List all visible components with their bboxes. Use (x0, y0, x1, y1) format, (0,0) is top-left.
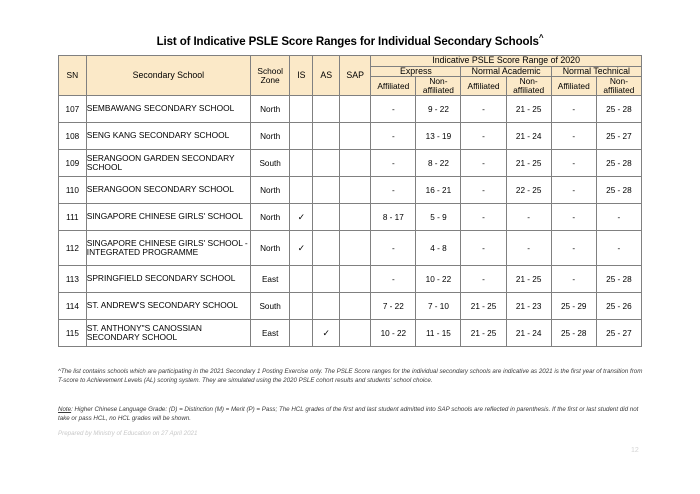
row-sap-mark (340, 177, 371, 204)
psle-score-table (58, 55, 642, 347)
row-sn: 112 (59, 231, 87, 266)
table-row (59, 320, 642, 347)
row-normal-technical-non-affiliated: 25 - 26 (596, 293, 641, 320)
row-sap-mark (340, 123, 371, 150)
row-school-zone: East (251, 266, 290, 293)
prepared-by-line: Prepared by Ministry of Education on 27 April 2021 (58, 430, 198, 437)
row-sn: 108 (59, 123, 87, 150)
row-school-zone: North (251, 204, 290, 231)
table-row (59, 96, 642, 123)
row-express-non-affiliated: 16 - 21 (416, 177, 461, 204)
footnote-note (58, 405, 644, 424)
row-normal-technical-affiliated: - (551, 266, 596, 293)
row-school-name: SINGAPORE CHINESE GIRLS' SCHOOL (86, 204, 250, 231)
row-sn: 111 (59, 204, 87, 231)
header-as: AS (313, 56, 340, 96)
row-normal-academic-non-affiliated: 22 - 25 (506, 177, 551, 204)
header-school-zone: School Zone (251, 56, 290, 96)
row-express-affiliated: 7 - 22 (371, 293, 416, 320)
row-normal-technical-non-affiliated: - (596, 204, 641, 231)
row-normal-academic-affiliated: 21 - 25 (461, 293, 506, 320)
row-is-mark (290, 293, 313, 320)
row-school-name: SENG KANG SECONDARY SCHOOL (86, 123, 250, 150)
row-express-non-affiliated: 5 - 9 (416, 204, 461, 231)
header-row-1 (59, 56, 642, 67)
row-school-zone: North (251, 231, 290, 266)
row-school-name: SERANGOON SECONDARY SCHOOL (86, 177, 250, 204)
row-normal-academic-affiliated: - (461, 231, 506, 266)
table-body (59, 96, 642, 347)
header-is: IS (290, 56, 313, 96)
row-express-affiliated: - (371, 123, 416, 150)
row-express-affiliated: - (371, 231, 416, 266)
row-normal-academic-affiliated: - (461, 204, 506, 231)
row-normal-technical-affiliated: - (551, 204, 596, 231)
row-normal-technical-affiliated: - (551, 177, 596, 204)
header-express-non-affiliated: Non-affiliated (416, 77, 461, 96)
row-sap-mark (340, 231, 371, 266)
row-normal-technical-affiliated: - (551, 123, 596, 150)
row-as-mark (313, 231, 340, 266)
row-school-name: SINGAPORE CHINESE GIRLS' SCHOOL - INTEGRATED PROGRAMME (86, 231, 250, 266)
row-normal-technical-non-affiliated: 25 - 28 (596, 266, 641, 293)
row-as-mark (313, 293, 340, 320)
row-normal-academic-affiliated: - (461, 150, 506, 177)
row-normal-academic-affiliated: - (461, 96, 506, 123)
footnote-note-text: : Higher Chinese Language Grade: (D) = Distinction (M) = Merit (P) = Pass; The HCL grades of the first and last student admitted into SAP schools are reflected in parenthesis. If the first or last student did not take or pass HCL, no HCL grades will be shown. (58, 406, 639, 423)
row-is-mark (290, 320, 313, 347)
row-school-name: SEMBAWANG SECONDARY SCHOOL (86, 96, 250, 123)
row-express-affiliated: 10 - 22 (371, 320, 416, 347)
row-normal-technical-non-affiliated: 25 - 28 (596, 177, 641, 204)
row-sn: 109 (59, 150, 87, 177)
row-sn: 107 (59, 96, 87, 123)
row-sap-mark (340, 204, 371, 231)
row-school-zone: South (251, 150, 290, 177)
row-express-non-affiliated: 11 - 15 (416, 320, 461, 347)
row-is-mark (290, 177, 313, 204)
row-express-non-affiliated: 9 - 22 (416, 96, 461, 123)
row-sap-mark (340, 320, 371, 347)
header-normal-academic: Normal Academic (461, 66, 551, 77)
row-normal-technical-non-affiliated: 25 - 27 (596, 320, 641, 347)
table-row (59, 204, 642, 231)
row-sap-mark (340, 96, 371, 123)
row-normal-technical-non-affiliated: 25 - 28 (596, 150, 641, 177)
table-header (59, 56, 642, 96)
row-express-affiliated: - (371, 266, 416, 293)
row-school-zone: North (251, 96, 290, 123)
row-express-affiliated: - (371, 177, 416, 204)
row-sap-mark (340, 293, 371, 320)
row-as-mark: ✓ (313, 320, 340, 347)
row-express-affiliated: - (371, 150, 416, 177)
row-school-name: ST. ANTHONY"S CANOSSIAN SECONDARY SCHOOL (86, 320, 250, 347)
row-express-non-affiliated: 8 - 22 (416, 150, 461, 177)
row-school-zone: East (251, 320, 290, 347)
row-express-non-affiliated: 7 - 10 (416, 293, 461, 320)
header-secondary-school: Secondary School (86, 56, 250, 96)
row-normal-technical-affiliated: - (551, 96, 596, 123)
row-normal-academic-non-affiliated: 21 - 25 (506, 266, 551, 293)
row-normal-academic-non-affiliated: - (506, 231, 551, 266)
header-sn: SN (59, 56, 87, 96)
row-is-mark (290, 150, 313, 177)
row-sn: 115 (59, 320, 87, 347)
table-row (59, 266, 642, 293)
row-normal-technical-non-affiliated: - (596, 231, 641, 266)
row-sn: 110 (59, 177, 87, 204)
row-is-mark (290, 123, 313, 150)
row-school-zone: North (251, 123, 290, 150)
row-school-name: SPRINGFIELD SECONDARY SCHOOL (86, 266, 250, 293)
row-sn: 113 (59, 266, 87, 293)
row-express-affiliated: - (371, 96, 416, 123)
row-sap-mark (340, 266, 371, 293)
row-is-mark: ✓ (290, 204, 313, 231)
row-normal-technical-affiliated: 25 - 28 (551, 320, 596, 347)
row-express-affiliated: 8 - 17 (371, 204, 416, 231)
row-as-mark (313, 96, 340, 123)
page-title-text: List of Indicative PSLE Score Ranges for Individual Secondary Schools (156, 35, 539, 48)
row-express-non-affiliated: 13 - 19 (416, 123, 461, 150)
row-is-mark (290, 266, 313, 293)
row-normal-technical-affiliated: - (551, 150, 596, 177)
header-na-non-affiliated: Non-affiliated (506, 77, 551, 96)
row-normal-academic-non-affiliated: 21 - 24 (506, 123, 551, 150)
row-school-name: ST. ANDREW'S SECONDARY SCHOOL (86, 293, 250, 320)
header-express: Express (371, 66, 461, 77)
row-as-mark (313, 204, 340, 231)
header-na-affiliated: Affiliated (461, 77, 506, 96)
row-normal-academic-non-affiliated: 21 - 25 (506, 96, 551, 123)
row-normal-academic-affiliated: - (461, 123, 506, 150)
table-row (59, 293, 642, 320)
row-normal-academic-affiliated: - (461, 266, 506, 293)
row-normal-academic-affiliated: - (461, 177, 506, 204)
row-as-mark (313, 266, 340, 293)
header-express-affiliated: Affiliated (371, 77, 416, 96)
row-normal-academic-non-affiliated: 21 - 25 (506, 150, 551, 177)
footnote-note-label: Note (58, 406, 72, 413)
row-normal-academic-affiliated: 21 - 25 (461, 320, 506, 347)
row-express-non-affiliated: 10 - 22 (416, 266, 461, 293)
row-normal-academic-non-affiliated: - (506, 204, 551, 231)
table-row (59, 123, 642, 150)
row-express-non-affiliated: 4 - 8 (416, 231, 461, 266)
row-sn: 114 (59, 293, 87, 320)
row-normal-technical-affiliated: - (551, 231, 596, 266)
row-normal-academic-non-affiliated: 21 - 24 (506, 320, 551, 347)
row-as-mark (313, 123, 340, 150)
row-normal-technical-non-affiliated: 25 - 27 (596, 123, 641, 150)
row-normal-technical-affiliated: 25 - 29 (551, 293, 596, 320)
page-number: 12 (631, 447, 639, 454)
row-as-mark (313, 177, 340, 204)
header-score-range-group: Indicative PSLE Score Range of 2020 (371, 56, 642, 67)
row-school-zone: North (251, 177, 290, 204)
row-as-mark (313, 150, 340, 177)
footnote-indicative: ^The list contains schools which are participating in the 2021 Secondary 1 Posting Exercise only. The PSLE Score ranges for the individual secondary schools are indicative as 2021 is the first year of transition from T-score to Achievement Levels (AL) scoring system. They are simulated using the 2020 PSLE cohort results and students' school choice. (58, 368, 643, 385)
table-row (59, 177, 642, 204)
row-is-mark (290, 96, 313, 123)
row-is-mark: ✓ (290, 231, 313, 266)
header-nt-affiliated: Affiliated (551, 77, 596, 96)
page-title (58, 33, 642, 48)
row-normal-academic-non-affiliated: 21 - 23 (506, 293, 551, 320)
table-row (59, 150, 642, 177)
header-sap: SAP (340, 56, 371, 96)
header-normal-technical: Normal Technical (551, 66, 641, 77)
row-sap-mark (340, 150, 371, 177)
row-school-name: SERANGOON GARDEN SECONDARY SCHOOL (86, 150, 250, 177)
header-nt-non-affiliated: Non-affiliated (596, 77, 641, 96)
table-row (59, 231, 642, 266)
row-normal-technical-non-affiliated: 25 - 28 (596, 96, 641, 123)
row-school-zone: South (251, 293, 290, 320)
page-title-marker: ^ (538, 33, 544, 42)
